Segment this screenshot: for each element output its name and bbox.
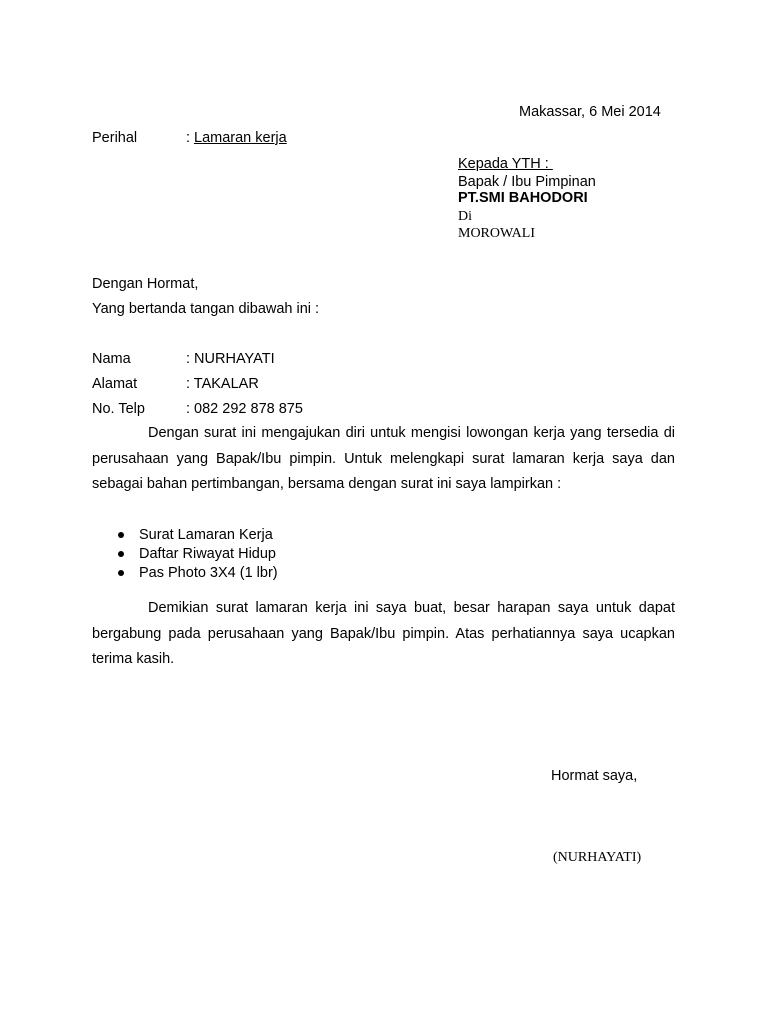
field-value-telp: : 082 292 878 875 (186, 401, 303, 417)
field-label-nama: Nama (92, 351, 131, 367)
field-label-telp: No. Telp (92, 401, 145, 417)
field-value-nama: : NURHAYATI (186, 351, 275, 367)
bullet-icon (118, 532, 124, 538)
closing-paragraph: Demikian surat lamaran kerja ini saya buat, besar harapan saya untuk dapat bergabung pada perusahaan yang Bapak/Ibu pimpin. Atas perhatiannya saya ucapkan terima kasih. (92, 600, 675, 667)
attachment-text: Surat Lamaran Kerja (139, 527, 273, 543)
bullet-icon (118, 570, 124, 576)
field-value-alamat: : TAKALAR (186, 376, 259, 392)
signature-name: (NURHAYATI) (553, 850, 642, 865)
intro-line: Yang bertanda tangan dibawah ini : (92, 301, 320, 317)
attachment-item (118, 564, 278, 583)
field-label-alamat: Alamat (92, 376, 138, 392)
recipient-greeting: Kepada YTH : (458, 156, 553, 172)
recipient-title: Bapak / Ibu Pimpinan (458, 174, 596, 190)
attachment-text: Daftar Riwayat Hidup (139, 546, 276, 562)
body-paragraph: Dengan surat ini mengajukan diri untuk mengisi lowongan kerja yang tersedia di perusahaan yang Bapak/Ibu pimpin. Untuk melengkapi surat lamaran kerja saya dan sebagai bahan pertimbangan, bersama dengan surat ini saya lampirkan : (92, 425, 675, 492)
salutation: Dengan Hormat, (92, 276, 199, 292)
place-date: Makassar, 6 Mei 2014 (519, 104, 661, 120)
attachment-item (118, 545, 278, 564)
attachment-item (118, 526, 278, 545)
recipient-city: MOROWALI (458, 226, 535, 241)
attachment-text: Pas Photo 3X4 (1 lbr) (139, 565, 278, 581)
bullet-icon (118, 551, 124, 557)
subject-separator: : (186, 130, 191, 146)
recipient-di: Di (458, 209, 472, 224)
subject-value: Lamaran kerja (194, 130, 287, 146)
attachment-list (118, 526, 278, 583)
sign-off: Hormat saya, (551, 768, 638, 784)
recipient-company: PT.SMI BAHODORI (458, 190, 588, 206)
subject-label: Perihal (92, 130, 138, 146)
